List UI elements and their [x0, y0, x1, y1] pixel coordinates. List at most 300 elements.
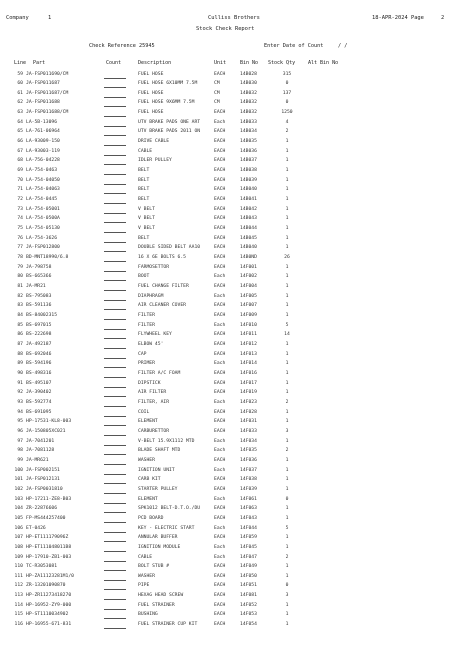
count-entry-field[interactable] [104, 483, 126, 484]
stock-qty: 0 [285, 100, 289, 106]
item-description: FUEL HOSE [138, 90, 164, 96]
part-number: BS-697015 [26, 322, 52, 328]
bin-number: 14F050 [240, 573, 257, 579]
item-description: V BELT [138, 226, 155, 232]
item-description: BUSHING [138, 612, 158, 618]
item-description: CAP [138, 351, 147, 357]
bin-number: 14B032 [240, 90, 257, 96]
count-entry-field[interactable] [104, 222, 126, 223]
part-number: LA-93009-150 [26, 139, 60, 145]
stock-qty: 1 [285, 622, 289, 628]
line-number: 89 [17, 361, 23, 367]
count-entry-field[interactable] [104, 155, 126, 156]
part-number: LA-761-06964 [26, 129, 60, 135]
line-number: 73 [17, 206, 23, 212]
table-row [0, 178, 460, 187]
bin-number: 14F038 [240, 477, 257, 483]
part-number: ZR-13201090870 [26, 583, 66, 589]
count-entry-field[interactable] [104, 193, 126, 194]
part-number: JA-FSP012131 [26, 477, 60, 483]
item-description: IGNITION UNIT [138, 467, 175, 473]
company-number: 1 [48, 15, 52, 21]
count-entry-field[interactable] [104, 618, 126, 619]
count-entry-field[interactable] [104, 464, 126, 465]
item-unit: EACH [214, 129, 226, 135]
bin-number: 14F017 [240, 380, 257, 386]
item-description: BOOT [138, 274, 150, 280]
count-entry-field[interactable] [104, 416, 126, 417]
table-row [0, 216, 460, 225]
count-entry-field[interactable] [104, 503, 126, 504]
count-entry-field[interactable] [104, 387, 126, 388]
item-description: 16 X 6E BOLTS 6.5 [138, 255, 186, 261]
item-unit: EACH [214, 71, 226, 77]
stock-qty: 1 [285, 477, 289, 483]
item-unit: EACH [214, 477, 226, 483]
part-number: TC-R3053081 [26, 564, 58, 570]
stock-qty: 1 [285, 612, 289, 618]
count-entry-field[interactable] [104, 319, 126, 320]
table-row [0, 506, 460, 515]
part-number: LA-754-0500A [26, 216, 60, 222]
item-description: WASHER [138, 457, 155, 463]
item-description: IGNITION MODULE [138, 544, 181, 550]
count-entry-field[interactable] [104, 126, 126, 127]
count-entry-field[interactable] [104, 396, 126, 397]
count-entry-field[interactable] [104, 522, 126, 523]
count-entry-field[interactable] [104, 213, 126, 214]
bin-number: 14B042 [240, 206, 257, 212]
bin-number: 14B039 [240, 177, 257, 183]
count-entry-field[interactable] [104, 184, 126, 185]
item-description: CARBURETTOR [138, 428, 170, 434]
stock-qty: 1 [285, 206, 289, 212]
table-row [0, 149, 460, 158]
part-number: HP-ST1110034902 [26, 612, 69, 618]
stock-qty: 1 [285, 274, 289, 280]
item-unit: EACH [214, 622, 226, 628]
count-entry-field[interactable] [104, 532, 126, 533]
count-entry-field[interactable] [104, 367, 126, 368]
item-unit: EACH [214, 168, 226, 174]
item-description: DIAPHRAGM [138, 293, 164, 299]
count-entry-field[interactable] [104, 232, 126, 233]
item-unit: EACH [214, 148, 226, 154]
page-number: 2 [441, 15, 445, 21]
count-entry-field[interactable] [104, 435, 126, 436]
item-unit: EACH [214, 583, 226, 589]
line-number: 98 [17, 448, 23, 454]
item-unit: EACH [214, 506, 226, 512]
item-description: BELT [138, 235, 150, 241]
item-unit: EACH [214, 380, 226, 386]
line-number: 59 [17, 71, 23, 77]
count-entry-field[interactable] [104, 290, 126, 291]
count-entry-field[interactable] [104, 280, 126, 281]
bin-number: 14F044 [240, 525, 257, 531]
table-row [0, 410, 460, 419]
col-stock-qty: Stock Qty [268, 60, 296, 66]
item-description: FUEL HOSE [138, 110, 164, 116]
count-entry-field[interactable] [104, 348, 126, 349]
part-number: LA-754-05130 [26, 226, 60, 232]
stock-qty: 1 [285, 564, 289, 570]
part-number: BS-592774 [26, 399, 52, 405]
part-number: HP-16955-671-831 [26, 622, 72, 628]
count-entry-field[interactable] [104, 338, 126, 339]
bin-number: 14F081 [240, 593, 257, 599]
line-number: 109 [14, 554, 23, 560]
part-number: JA-FSP011688/CM [26, 110, 69, 116]
table-row [0, 313, 460, 322]
item-description: BELT [138, 168, 150, 174]
item-description: ELEMENT [138, 496, 158, 502]
item-description: FARMOSETTOR [138, 264, 170, 270]
table-row [0, 419, 460, 428]
line-number: 70 [17, 177, 23, 183]
bin-number: 14B043 [240, 216, 257, 222]
stock-qty: 1 [285, 168, 289, 174]
table-row [0, 323, 460, 332]
bin-number: 14F045 [240, 544, 257, 550]
table-row [0, 332, 460, 341]
table-row [0, 497, 460, 506]
bin-number: 14B044 [240, 226, 257, 232]
bin-number: 14F063 [240, 506, 257, 512]
item-unit: EACH [214, 351, 226, 357]
item-description: PRIMER [138, 361, 155, 367]
bin-number: 14B041 [240, 197, 257, 203]
stock-qty: 1 [285, 390, 289, 396]
col-alt-bin: Alt Bin No [308, 60, 339, 66]
line-number: 94 [17, 409, 23, 415]
line-number: 71 [17, 187, 23, 193]
item-unit: Each [214, 438, 226, 444]
stock-qty: 3 [285, 593, 289, 599]
line-number: 106 [14, 525, 23, 531]
count-entry-field[interactable] [104, 145, 126, 146]
line-number: 75 [17, 226, 23, 232]
line-number: 96 [17, 428, 23, 434]
item-description: CARB KIT [138, 477, 161, 483]
count-entry-field[interactable] [104, 561, 126, 562]
line-number: 92 [17, 390, 23, 396]
count-entry-field[interactable] [104, 97, 126, 98]
count-entry-field[interactable] [104, 445, 126, 446]
count-entry-field[interactable] [104, 628, 126, 629]
stock-qty: 1 [285, 486, 289, 492]
count-entry-field[interactable] [104, 271, 126, 272]
item-unit: EACH [214, 564, 226, 570]
bin-number: 14F034 [240, 438, 257, 444]
count-entry-field[interactable] [104, 425, 126, 426]
item-description: SPK1012 BELT-D.T.O./DU [138, 506, 201, 512]
line-number: 99 [17, 457, 23, 463]
count-entry-field[interactable] [104, 589, 126, 590]
count-entry-field[interactable] [104, 377, 126, 378]
line-number: 67 [17, 148, 23, 154]
line-number: 85 [17, 322, 23, 328]
part-number: JA-492187 [26, 341, 52, 347]
bin-number: 14B028 [240, 71, 257, 77]
count-entry-field[interactable] [104, 242, 126, 243]
part-number: LA-754-0463 [26, 168, 58, 174]
line-number: 87 [17, 341, 23, 347]
part-number: JA-FSP011687/CM [26, 90, 69, 96]
stock-qty: 1 [285, 293, 289, 299]
table-row [0, 381, 460, 390]
line-number: 116 [14, 622, 23, 628]
part-number: BS-795083 [26, 293, 52, 299]
stock-qty: 2 [285, 399, 289, 405]
part-number: BS-691095 [26, 409, 52, 415]
stock-qty: 2 [285, 554, 289, 560]
bin-number: 14B034 [240, 129, 257, 135]
stock-qty: 1 [285, 380, 289, 386]
stock-qty: 2 [285, 129, 289, 135]
part-number: HP-ZA11123281M1/0 [26, 573, 74, 579]
count-entry-field[interactable] [104, 78, 126, 79]
item-unit: EACH [214, 419, 226, 425]
count-entry-field[interactable] [104, 329, 126, 330]
line-number: 68 [17, 158, 23, 164]
count-entry-field[interactable] [104, 570, 126, 571]
part-number: BS-591136 [26, 303, 52, 309]
item-description: V BELT [138, 206, 155, 212]
item-description: BELT [138, 187, 150, 193]
count-entry-field[interactable] [104, 493, 126, 494]
bin-number: 14F028 [240, 409, 257, 415]
table-row [0, 545, 460, 554]
table-row [0, 158, 460, 167]
part-number: ZR-22876606 [26, 506, 58, 512]
table-row [0, 342, 460, 351]
count-entry-field[interactable] [104, 174, 126, 175]
item-unit: EACH [214, 264, 226, 270]
item-unit: EACH [214, 226, 226, 232]
line-number: 64 [17, 119, 23, 125]
part-number: JA-7081128 [26, 448, 55, 454]
bin-number: 14F004 [240, 284, 257, 290]
part-number: HP-17211-ZE8-B03 [26, 496, 72, 502]
item-unit: Each [214, 361, 226, 367]
bin-number: 14F007 [240, 303, 257, 309]
item-description: FUEL CHANGE FILTER [138, 284, 189, 290]
stock-qty: 5 [285, 322, 289, 328]
part-number: JA-FSP012800 [26, 245, 60, 251]
item-unit: EACH [214, 486, 226, 492]
count-entry-field[interactable] [104, 300, 126, 301]
col-description: Description [138, 60, 172, 66]
table-row [0, 226, 460, 235]
bin-number: 14F001 [240, 264, 257, 270]
bin-number: 14F010 [240, 322, 257, 328]
count-entry-field[interactable] [104, 512, 126, 513]
item-description: ANNULAR BUFFER [138, 535, 178, 541]
count-entry-field[interactable] [104, 454, 126, 455]
stock-qty: 1 [285, 341, 289, 347]
stock-qty: 1 [285, 216, 289, 222]
count-entry-field[interactable] [104, 541, 126, 542]
stock-qty: 1 [285, 419, 289, 425]
enter-date-slashes: / / [338, 43, 348, 49]
line-number: 77 [17, 245, 23, 251]
part-number: HP-ET111048011B8 [26, 544, 72, 550]
item-description: PIPE [138, 583, 150, 589]
stock-qty: 1 [285, 351, 289, 357]
table-row [0, 458, 460, 467]
line-number: 65 [17, 129, 23, 135]
stock-qty: 1 [285, 515, 289, 521]
bin-number: 14F039 [240, 486, 257, 492]
bin-number: 14F059 [240, 535, 257, 541]
item-unit: Each [214, 322, 226, 328]
bin-number: 14F019 [240, 390, 257, 396]
count-entry-field[interactable] [104, 116, 126, 117]
bin-number: 14B040 [240, 245, 257, 251]
table-row [0, 274, 460, 283]
item-unit: EACH [214, 197, 226, 203]
part-number: JA-MR621 [26, 457, 49, 463]
bin-number: 14B037 [240, 158, 257, 164]
table-row [0, 303, 460, 312]
count-entry-field[interactable] [104, 135, 126, 136]
item-description: ELEMENT [138, 419, 158, 425]
line-number: 78 [17, 255, 23, 261]
line-number: 84 [17, 313, 23, 318]
part-number: JA-FSP0031810 [26, 486, 63, 492]
item-description: STARTER PULLEY [138, 486, 178, 492]
check-reference: Check Reference 25945 [89, 43, 155, 49]
count-entry-field[interactable] [104, 261, 126, 262]
line-number: 112 [14, 583, 23, 589]
stock-qty: 0 [285, 583, 289, 589]
count-entry-field[interactable] [104, 599, 126, 600]
part-number: LA-93003-119 [26, 148, 60, 154]
item-unit: EACH [214, 428, 226, 434]
item-unit: EACH [214, 187, 226, 193]
bin-number: 14B032 [240, 100, 257, 106]
count-entry-field[interactable] [104, 164, 126, 165]
item-description: FUEL STRAINER CUP KIT [138, 622, 198, 628]
item-unit: EACH [214, 206, 226, 212]
item-description: DIPSTICK [138, 380, 161, 386]
line-number: 114 [14, 602, 23, 608]
item-unit: Each [214, 544, 226, 550]
part-number: JA-FSP002151 [26, 467, 60, 473]
bin-number: 14F037 [240, 467, 257, 473]
item-description: BELT [138, 197, 150, 203]
table-row [0, 448, 460, 457]
bin-number: 14F016 [240, 370, 257, 376]
item-description: DRIVE CABLE [138, 139, 170, 145]
table-row [0, 168, 460, 177]
count-entry-field[interactable] [104, 106, 126, 107]
bin-number: 14F005 [240, 293, 257, 299]
bin-number: 14F052 [240, 602, 257, 608]
line-number: 81 [17, 284, 23, 290]
item-description: CABLE [138, 148, 153, 154]
count-entry-field[interactable] [104, 609, 126, 610]
part-number: LA-756-04228 [26, 158, 60, 164]
line-number: 102 [14, 486, 23, 492]
item-unit: EACH [214, 573, 226, 579]
stock-qty: 1 [285, 535, 289, 541]
line-number: 103 [14, 496, 23, 502]
bin-number: 14F009 [240, 313, 257, 318]
line-number: 100 [14, 467, 23, 473]
item-description: FUEL HOSE 6X10MM 7.5M [138, 81, 198, 87]
item-description: UTV BRAKE PADS 2011 ON [138, 129, 201, 135]
count-entry-field[interactable] [104, 358, 126, 359]
item-description: ELBOW 45' [138, 341, 164, 347]
item-unit: EACH [214, 177, 226, 183]
line-number: 104 [14, 506, 23, 512]
table-row [0, 294, 460, 303]
item-unit: CM [214, 90, 220, 96]
item-description: FILTER [138, 313, 155, 318]
count-entry-field[interactable] [104, 551, 126, 552]
part-number: HP-ZR11273418270 [26, 593, 72, 599]
stock-qty: 0 [285, 81, 289, 87]
stock-qty: 26 [284, 255, 290, 261]
table-row [0, 110, 460, 119]
table-row [0, 477, 460, 486]
part-number: HP-16952-ZY9-000 [26, 602, 72, 608]
item-unit: EACH [214, 303, 226, 309]
bin-number: 14F049 [240, 564, 257, 570]
part-number: JA-FSP011687 [26, 81, 60, 87]
stock-qty: 1 [285, 409, 289, 415]
bin-number: 14B038 [240, 168, 257, 174]
part-number: LA-754-0445 [26, 197, 58, 203]
table-row [0, 245, 460, 254]
count-entry-field[interactable] [104, 251, 126, 252]
part-number: LA-5B-13096 [26, 119, 58, 125]
stock-qty: 1 [285, 438, 289, 444]
count-entry-field[interactable] [104, 87, 126, 88]
stock-qty: 1 [285, 573, 289, 579]
item-unit: Each [214, 496, 226, 502]
count-entry-field[interactable] [104, 474, 126, 475]
count-entry-field[interactable] [104, 309, 126, 310]
line-number: 60 [17, 81, 23, 87]
table-row [0, 439, 460, 448]
bin-number: 14F047 [240, 554, 257, 560]
table-row [0, 516, 460, 525]
part-number: JA-FSP011690/CM [26, 71, 69, 77]
item-description: FILTER [138, 322, 155, 328]
bin-number: 14B040 [240, 187, 257, 193]
part-number: BD-MNT18990/6.8 [26, 255, 69, 261]
table-row [0, 284, 460, 293]
line-number: 86 [17, 332, 23, 338]
count-entry-field[interactable] [104, 406, 126, 407]
line-number: 115 [14, 612, 23, 618]
table-row [0, 400, 460, 409]
line-number: 91 [17, 380, 23, 386]
part-number: ET-0426 [26, 525, 46, 531]
item-unit: Each [214, 293, 226, 299]
table-row [0, 81, 460, 90]
bin-number: 14F043 [240, 515, 257, 521]
line-number: 108 [14, 544, 23, 550]
count-entry-field[interactable] [104, 580, 126, 581]
item-unit: CM [214, 100, 220, 106]
count-entry-field[interactable] [104, 203, 126, 204]
line-number: 95 [17, 419, 23, 425]
part-number: BS-84002315 [26, 313, 58, 318]
